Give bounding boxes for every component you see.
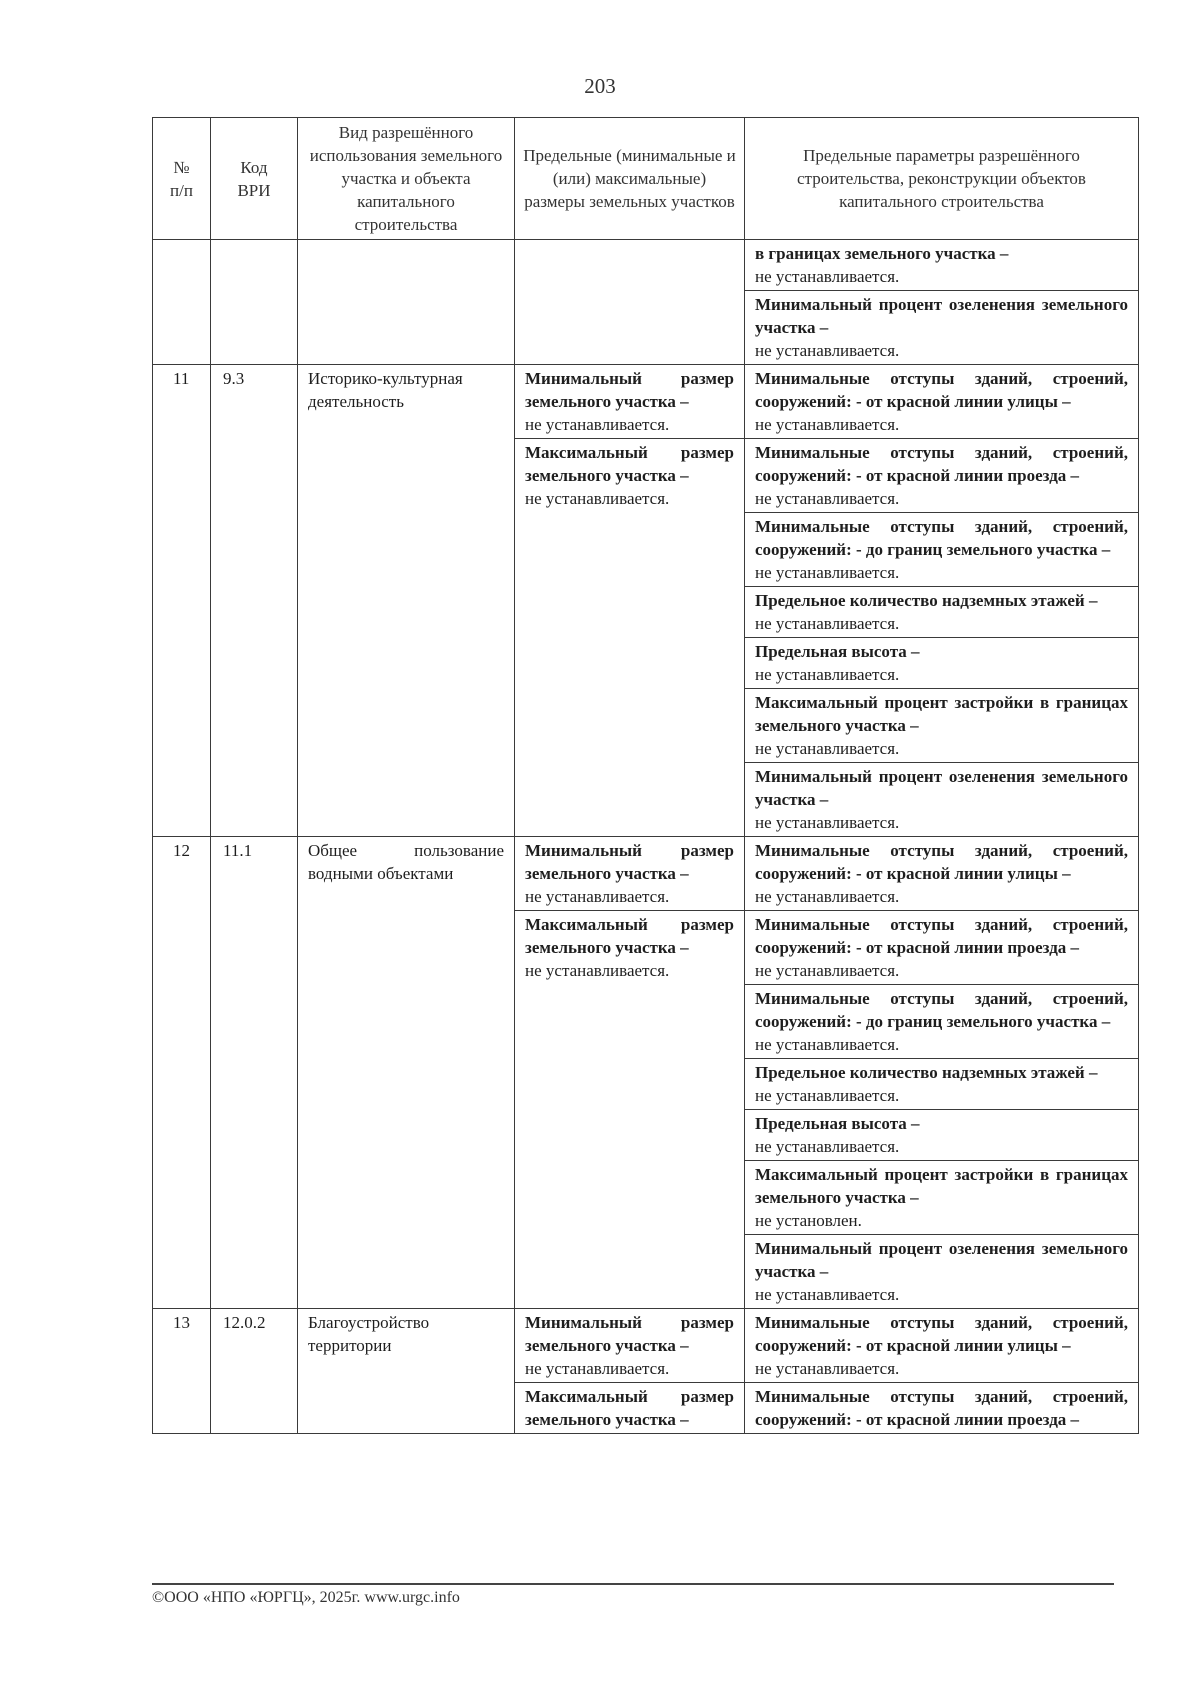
- entry-text: [755, 1112, 1128, 1135]
- entry-lead: Минимальный процент озеленения земельного участка –: [755, 767, 1128, 809]
- entry-text: [755, 765, 1128, 811]
- entry-lead: Минимальные отступы зданий, строений, сооружений: - от красной линии проезда –: [755, 915, 1128, 957]
- cell-build-param: [745, 439, 1139, 513]
- entry-value: не устанавливается.: [525, 961, 670, 980]
- entry-lead: Минимальные отступы зданий, строений, сооружений: - до границ земельного участка –: [755, 517, 1128, 559]
- entry-lead: Минимальные отступы зданий, строений, сооружений: - от красной линии улицы –: [755, 1313, 1128, 1355]
- entry-text: [755, 1163, 1128, 1209]
- cell-build-param: [745, 587, 1139, 638]
- entry-text: [755, 913, 1128, 959]
- cell-use-kind: Общее пользование водными объектами: [298, 837, 515, 1309]
- entry-lead: Минимальные отступы зданий, строений, сооружений: - от красной линии улицы –: [755, 841, 1128, 883]
- cell-build-param: [745, 1059, 1139, 1110]
- entry-value: не устанавливается.: [755, 739, 900, 758]
- entry-text: [755, 441, 1128, 487]
- cell-build-param: [745, 911, 1139, 985]
- entry-value: не устанавливается.: [525, 887, 670, 906]
- entry-lead: Предельная высота –: [755, 642, 920, 661]
- entry-lead: Минимальный размер земельного участка –: [525, 841, 734, 883]
- cell-use-kind: Благоустройство территории: [298, 1309, 515, 1434]
- entry-lead: Максимальный процент застройки в границах земельного участка –: [755, 693, 1128, 735]
- cell-use-kind: [298, 240, 515, 365]
- cell-plot-size: [515, 837, 745, 911]
- table-row: [153, 1309, 1139, 1383]
- entry-value: не устанавливается.: [755, 489, 900, 508]
- entry-lead: Максимальный процент застройки в границах земельного участка –: [755, 1165, 1128, 1207]
- entry-lead: в границах земельного участка –: [755, 244, 1009, 263]
- entry-value: не устанавливается.: [755, 887, 900, 906]
- entry-lead: Максимальный размер земельного участка –: [525, 1387, 734, 1429]
- entry-lead: Минимальные отступы зданий, строений, сооружений: - до границ земельного участка –: [755, 989, 1128, 1031]
- entry-text: [755, 987, 1128, 1033]
- entry-text: [525, 1385, 734, 1431]
- entry-text: [755, 293, 1128, 339]
- entry-value: не устанавливается.: [755, 563, 900, 582]
- header-number: № п/п: [153, 118, 211, 240]
- entry-value: не устанавливается.: [755, 267, 900, 286]
- entry-text: [755, 691, 1128, 737]
- cell-code: 12.0.2: [211, 1309, 298, 1434]
- page-number: 203: [584, 74, 616, 98]
- entry-value: не устанавливается.: [755, 813, 900, 832]
- cell-number: 11: [153, 365, 211, 837]
- header-code: Код ВРИ: [211, 118, 298, 240]
- entry-lead: Минимальный размер земельного участка –: [525, 369, 734, 411]
- cell-build-param: [745, 763, 1139, 837]
- cell-plot-size: [515, 1383, 745, 1434]
- cell-build-param: [745, 365, 1139, 439]
- entry-text: [755, 1311, 1128, 1357]
- footer-divider: [152, 1583, 1114, 1585]
- entry-lead: Минимальный процент озеленения земельного участка –: [755, 1239, 1128, 1281]
- entry-lead: Предельное количество надземных этажей –: [755, 1063, 1098, 1082]
- table-row: [153, 240, 1139, 291]
- entry-value: не устанавливается.: [755, 415, 900, 434]
- entry-lead: Максимальный размер земельного участка –: [525, 915, 734, 957]
- cell-number: 12: [153, 837, 211, 1309]
- entry-lead: Минимальный процент озеленения земельного участка –: [755, 295, 1128, 337]
- entry-text: [755, 640, 1128, 663]
- entry-value: не устанавливается.: [755, 1285, 900, 1304]
- entry-value: не устанавливается.: [525, 415, 670, 434]
- entry-lead: Предельная высота –: [755, 1114, 920, 1133]
- cell-use-kind: Историко-культурная деятельность: [298, 365, 515, 837]
- entry-text: [755, 1385, 1128, 1431]
- cell-plot-size: [515, 911, 745, 1309]
- zoning-table-wrapper: [152, 117, 1138, 1434]
- entry-lead: Минимальные отступы зданий, строений, сооружений: - от красной линии проезда –: [755, 1387, 1128, 1429]
- cell-build-param: [745, 1161, 1139, 1235]
- cell-build-param: [745, 291, 1139, 365]
- cell-number: 13: [153, 1309, 211, 1434]
- cell-build-param: [745, 1235, 1139, 1309]
- cell-build-param: [745, 638, 1139, 689]
- table-body: [153, 240, 1139, 1434]
- zoning-parameters-table: [152, 117, 1139, 1434]
- cell-build-param: [745, 985, 1139, 1059]
- header-plot-sizes: Предельные (минимальные и (или) максимальные) размеры земельных участков: [515, 118, 745, 240]
- entry-text: [755, 367, 1128, 413]
- entry-text: [755, 1061, 1128, 1084]
- cell-code: 9.3: [211, 365, 298, 837]
- cell-plot-size: [515, 1309, 745, 1383]
- entry-value: не устанавливается.: [525, 489, 670, 508]
- entry-value: не устанавливается.: [755, 1359, 900, 1378]
- cell-number: [153, 240, 211, 365]
- cell-build-param: [745, 837, 1139, 911]
- table-header-row: [153, 118, 1139, 240]
- cell-build-param: [745, 1309, 1139, 1383]
- cell-code: 11.1: [211, 837, 298, 1309]
- cell-build-param: [745, 240, 1139, 291]
- entry-value: не устанавливается.: [755, 614, 900, 633]
- cell-build-param: [745, 1110, 1139, 1161]
- footer-copyright: ©ООО «НПО «ЮРГЦ», 2025г. www.urgc.info: [152, 1589, 460, 1606]
- entry-text: [525, 839, 734, 885]
- header-use-kind: Вид разрешённого использования земельного участка и объекта капитального строительства: [298, 118, 515, 240]
- table-row: [153, 365, 1139, 439]
- entry-text: [525, 1311, 734, 1357]
- entry-value: не устанавливается.: [755, 961, 900, 980]
- cell-code: [211, 240, 298, 365]
- entry-value: не устанавливается.: [755, 341, 900, 360]
- entry-value: не устанавливается.: [755, 665, 900, 684]
- cell-plot-size: [515, 439, 745, 837]
- entry-lead: Максимальный размер земельного участка –: [525, 443, 734, 485]
- entry-value: не устанавливается.: [755, 1035, 900, 1054]
- entry-value: не устанавливается.: [525, 1359, 670, 1378]
- table-row: [153, 837, 1139, 911]
- entry-text: [755, 242, 1128, 265]
- entry-text: [755, 515, 1128, 561]
- entry-value: не устанавливается.: [755, 1137, 900, 1156]
- entry-lead: Предельное количество надземных этажей –: [755, 591, 1098, 610]
- entry-text: [525, 367, 734, 413]
- header-build-params: Предельные параметры разрешённого строительства, реконструкции объектов капитального строительства: [745, 118, 1139, 240]
- entry-value: не установлен.: [755, 1211, 862, 1230]
- entry-text: [755, 589, 1128, 612]
- entry-lead: Минимальный размер земельного участка –: [525, 1313, 734, 1355]
- cell-build-param: [745, 513, 1139, 587]
- entry-text: [755, 839, 1128, 885]
- cell-plot-sizes: [515, 240, 745, 365]
- entry-text: [525, 913, 734, 959]
- entry-text: [525, 441, 734, 487]
- entry-lead: Минимальные отступы зданий, строений, сооружений: - от красной линии улицы –: [755, 369, 1128, 411]
- entry-lead: Минимальные отступы зданий, строений, сооружений: - от красной линии проезда –: [755, 443, 1128, 485]
- cell-plot-size: [515, 365, 745, 439]
- cell-build-param: [745, 1383, 1139, 1434]
- entry-value: не устанавливается.: [755, 1086, 900, 1105]
- entry-text: [755, 1237, 1128, 1283]
- cell-build-param: [745, 689, 1139, 763]
